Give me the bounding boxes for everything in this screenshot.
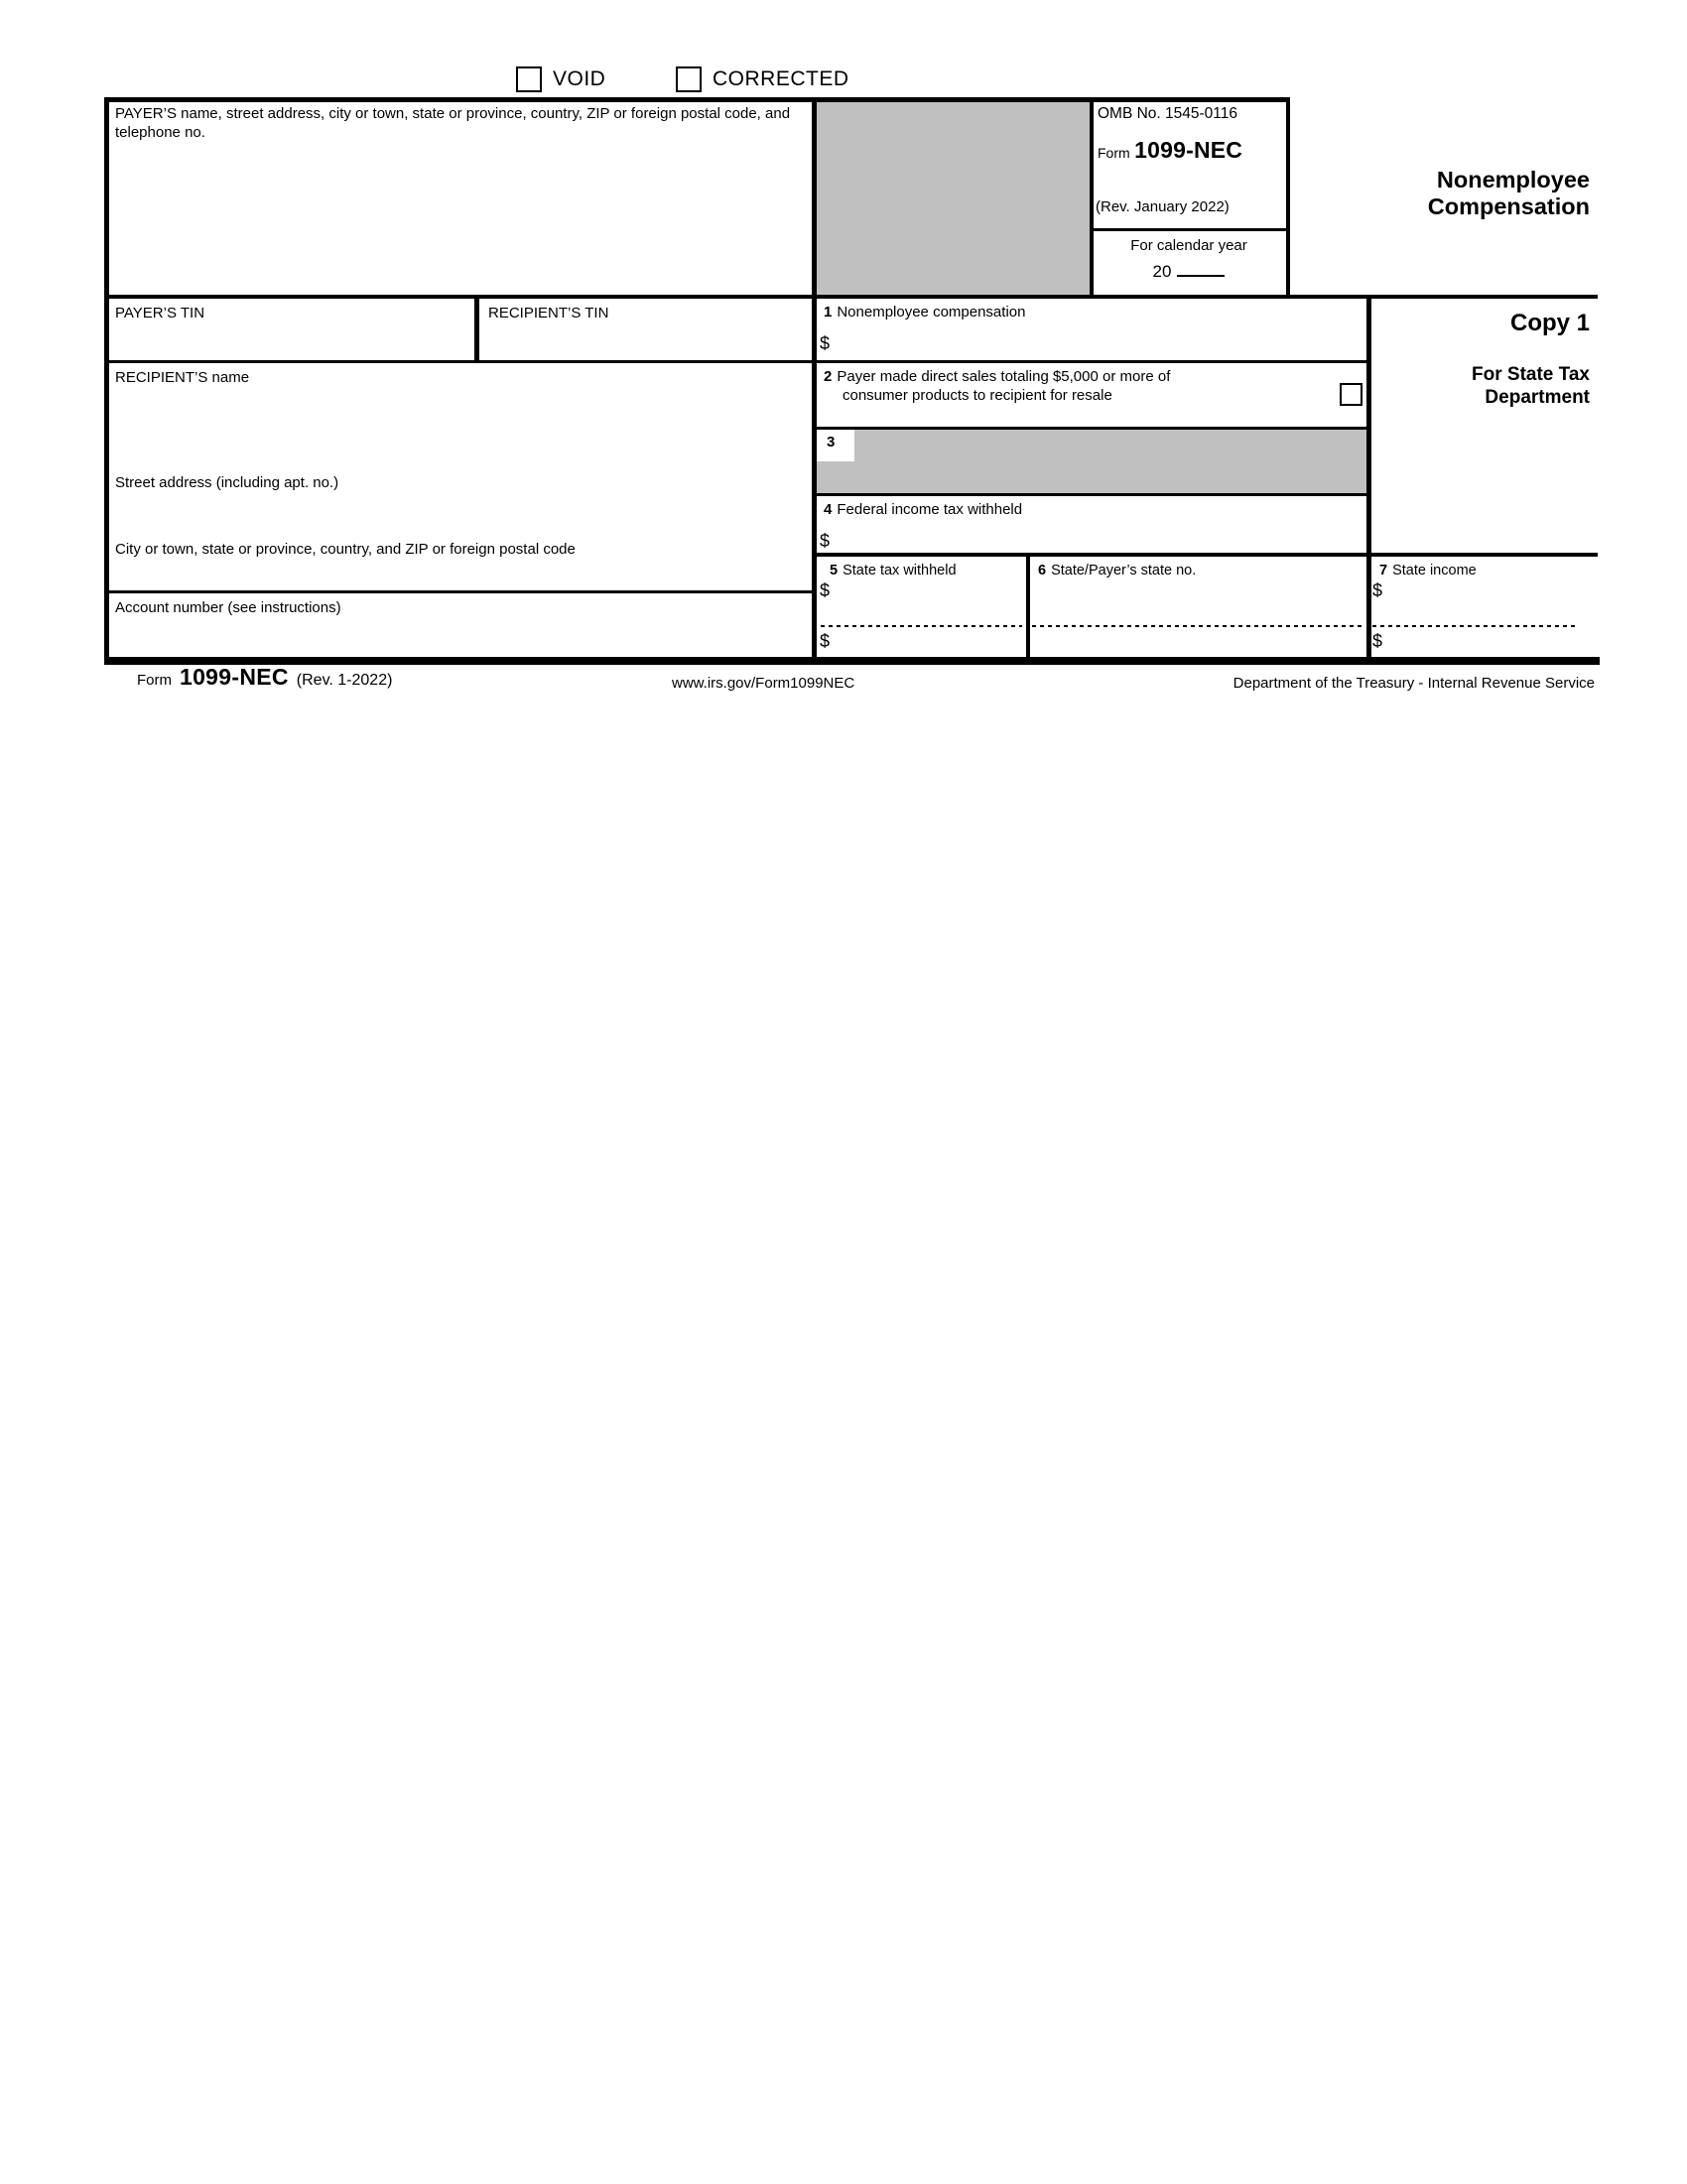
corrected-label: CORRECTED: [713, 67, 849, 90]
main-right-divider: [1366, 295, 1371, 657]
void-label: VOID: [553, 67, 606, 90]
row-line-box2-bottom: [812, 427, 1370, 430]
box7-dashed-line: [1372, 625, 1578, 627]
box-6-label: [1038, 562, 1196, 580]
form-title: [1428, 167, 1590, 220]
column-divider-line: [812, 97, 817, 657]
box-4-dollar-sign: $: [820, 531, 831, 551]
recipient-name-label: RECIPIENT’S name: [115, 369, 250, 386]
box-1-number: 1: [824, 304, 833, 321]
box-3-number-tab: [817, 430, 854, 461]
city-label: City or town, state or province, country, and ZIP or foreign postal code: [115, 541, 576, 558]
box-4-number: 4: [824, 501, 833, 518]
box-5-text: State tax withheld: [843, 563, 957, 578]
revision-date: (Rev. January 2022): [1096, 198, 1230, 215]
footer-url[interactable]: www.irs.gov/Form1099NEC: [672, 675, 855, 692]
box-2-checkbox[interactable]: [1340, 383, 1363, 406]
account-number-label: Account number (see instructions): [115, 599, 341, 616]
box-3-gray-area: [817, 430, 1366, 493]
box-7-text: State income: [1392, 563, 1477, 578]
box-1-dollar-sign: $: [820, 333, 831, 353]
box-3-number: 3: [827, 434, 836, 450]
calendar-year-entry[interactable]: [1092, 260, 1286, 282]
box-7-label: [1379, 562, 1477, 580]
copy-recipient-line1: For State Tax: [1472, 364, 1590, 385]
box-2-text-line1: Payer made direct sales totaling $5,000 or more of: [837, 368, 1171, 385]
box6-dashed-line: [1032, 625, 1363, 627]
copy-recipient: [1472, 363, 1590, 409]
form-title-line1: Nonemployee: [1436, 167, 1590, 193]
box-7-dollar-sign-1: $: [1372, 580, 1383, 600]
footer-form-number: 1099-NEC: [180, 664, 289, 690]
void-checkbox[interactable]: [516, 66, 542, 92]
calendar-year-prefix: 20: [1152, 262, 1172, 281]
form-word: Form: [1098, 145, 1130, 161]
payer-tin-label: PAYER’S TIN: [115, 305, 205, 321]
box-5-dollar-sign-2: $: [820, 631, 831, 651]
row-line-tin-top: [104, 295, 1598, 299]
box-4-text: Federal income tax withheld: [837, 501, 1023, 518]
omb-divider-line: [1090, 228, 1290, 231]
box-1-label: [824, 303, 1025, 321]
box-2-number: 2: [824, 368, 833, 385]
row-line-tin-bottom: [104, 360, 1370, 363]
omb-number: OMB No. 1545-0116: [1098, 105, 1238, 122]
form-number: 1099-NEC: [1134, 137, 1243, 163]
box-4-label: [824, 500, 1022, 519]
box-2-label-line1: [824, 367, 1170, 386]
calendar-year-label: For calendar year: [1130, 237, 1247, 254]
omb-right-border: [1286, 97, 1290, 295]
box-7-dollar-sign-2: $: [1372, 631, 1383, 651]
box-2-label-line2: consumer products to recipient for resale: [843, 387, 1112, 404]
year-gray-box: [817, 102, 1090, 295]
row-line-account-top: [104, 590, 814, 593]
copy-number: Copy 1: [1509, 310, 1590, 336]
box-6-text: State/Payer’s state no.: [1051, 563, 1197, 578]
copy-recipient-line2: Department: [1485, 387, 1590, 408]
payer-info-label: PAYER’S name, street address, city or town, state or province, country, ZIP or foreign postal code, and telephone no.: [115, 105, 791, 141]
footer-form-id: [137, 664, 392, 691]
box-5-label: [830, 562, 957, 580]
form-number-block: [1098, 137, 1242, 164]
street-address-label: Street address (including apt. no.): [115, 474, 339, 491]
box-5-number: 5: [830, 563, 839, 578]
box-5-dollar-sign-1: $: [820, 580, 831, 600]
form-title-line2: Compensation: [1427, 193, 1590, 219]
row-line-box3-bottom: [812, 493, 1370, 496]
tin-divider-line: [474, 297, 479, 360]
box5-box6-divider: [1026, 553, 1030, 657]
form-left-border: [104, 97, 109, 657]
row-line-box4-bottom: [812, 553, 1598, 557]
calendar-year-blank[interactable]: [1177, 260, 1225, 277]
corrected-checkbox[interactable]: [676, 66, 702, 92]
box-7-number: 7: [1379, 563, 1388, 578]
box5-dashed-line: [821, 625, 1022, 627]
box-1-text: Nonemployee compensation: [837, 304, 1026, 321]
form-top-border: [104, 97, 1290, 102]
recipient-tin-label: RECIPIENT’S TIN: [488, 305, 609, 321]
box-6-number: 6: [1038, 563, 1047, 578]
footer-form-word: Form: [137, 672, 172, 689]
footer-revision: (Rev. 1-2022): [296, 672, 393, 689]
footer-agency: Department of the Treasury - Internal Revenue Service: [1233, 675, 1595, 692]
